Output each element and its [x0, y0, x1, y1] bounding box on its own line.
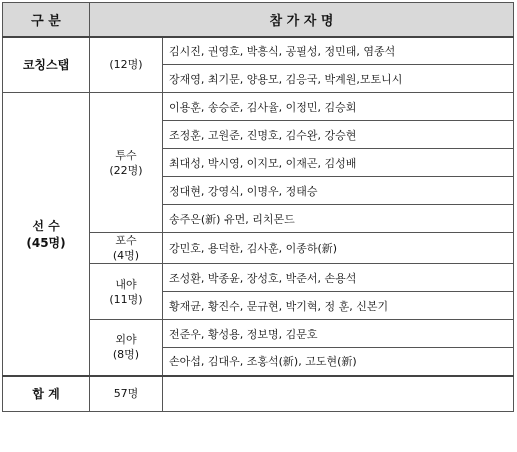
pitcher-count: (22명) — [109, 163, 143, 177]
catcher-group — [90, 233, 163, 264]
pitcher-names: 정대현, 강영식, 이명우, 정태승 — [163, 177, 514, 205]
total-count: 57명 — [90, 376, 163, 412]
outfield-group — [90, 320, 163, 376]
pitcher-row — [3, 93, 514, 121]
total-label: 합 계 — [3, 376, 90, 412]
infield-count: (11명) — [109, 292, 143, 306]
infield-label: 내야 — [115, 277, 137, 291]
coaching-names: 장재영, 최기문, 양용모, 김응국, 박계원,모토니시 — [163, 65, 514, 93]
coaching-names: 김시진, 권영호, 박흥식, 공필성, 정민태, 염종석 — [163, 37, 514, 65]
pitcher-group — [90, 93, 163, 233]
players-label — [3, 93, 90, 376]
players-label-text: 선 수 — [32, 218, 60, 233]
pitcher-names: 송주은(新) 유먼, 리치몬드 — [163, 205, 514, 233]
header-participants: 참 가 자 명 — [90, 3, 514, 37]
outfield-names: 전준우, 황성용, 정보명, 김문호 — [163, 320, 514, 348]
coaching-count: (12명) — [90, 37, 163, 93]
coaching-label: 코칭스탭 — [3, 37, 90, 93]
outfield-count: (8명) — [112, 348, 140, 362]
roster-table — [2, 2, 514, 412]
header-category: 구 분 — [3, 3, 90, 37]
pitcher-label: 투수 — [115, 148, 137, 162]
total-names — [163, 376, 514, 412]
pitcher-names: 최대성, 박시영, 이지모, 이재곤, 김성배 — [163, 149, 514, 177]
catcher-label: 포수 — [115, 234, 137, 247]
catcher-names: 강민호, 용덕한, 김사훈, 이종하(新) — [163, 233, 514, 264]
infield-group — [90, 264, 163, 320]
coaching-row — [3, 37, 514, 65]
pitcher-names: 이용훈, 송승준, 김사율, 이정민, 김승회 — [163, 93, 514, 121]
players-count: (45명) — [26, 235, 66, 250]
infield-names: 황재균, 황진수, 문규현, 박기혁, 정 훈, 신본기 — [163, 292, 514, 320]
pitcher-names: 조정훈, 고원준, 진명호, 김수완, 강승현 — [163, 121, 514, 149]
infield-names: 조성환, 박종윤, 장성호, 박준서, 손용석 — [163, 264, 514, 292]
outfield-label: 외야 — [115, 333, 137, 347]
outfield-names: 손아섭, 김대우, 조홍석(新), 고도현(新) — [163, 348, 514, 376]
total-row — [3, 376, 514, 412]
catcher-count: (4명) — [112, 249, 140, 262]
header-row — [3, 3, 514, 37]
